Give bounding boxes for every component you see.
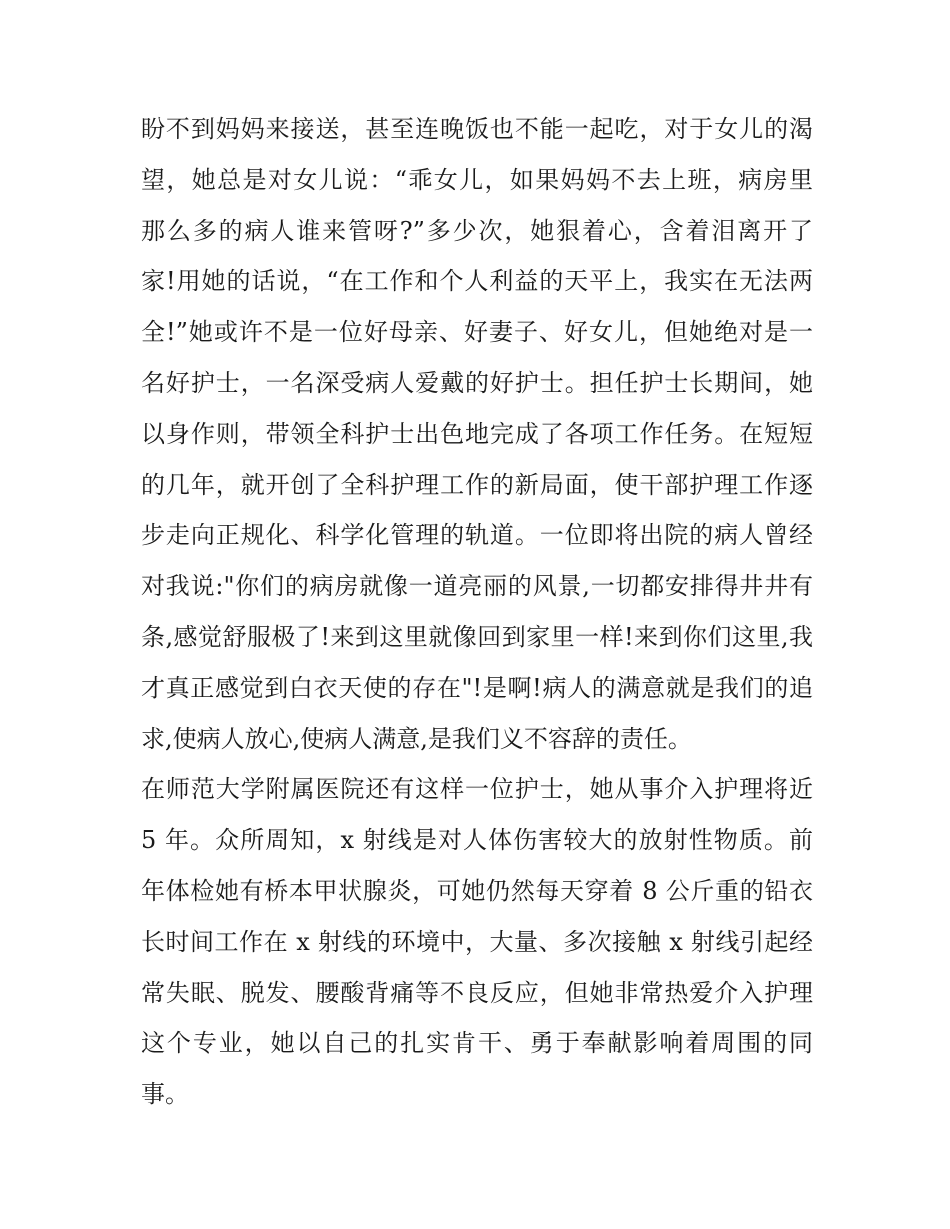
text-line: 名好护士，一名深受病人爱戴的好护士。担任护士长期间，她 <box>141 368 813 397</box>
text-line: 条,感觉舒服极了!来到这里就像回到家里一样!来到你们这里,我 <box>141 622 813 651</box>
text-line: 以身作则，带领全科护士出色地完成了各项工作任务。在短短 <box>141 419 813 448</box>
text-line: 才真正感觉到白衣天使的存在"!是啊!病人的满意就是我们的追 <box>141 673 813 702</box>
text-line: 年体检她有桥本甲状腺炎，可她仍然每天穿着 8 公斤重的铅衣 <box>141 876 813 905</box>
text-line: 长时间工作在 x 射线的环境中，大量、多次接触 x 射线引起经 <box>141 927 813 956</box>
text-line: 在师范大学附属医院还有这样一位护士，她从事介入护理将近 <box>141 775 813 804</box>
text-line: 这个专业，她以自己的扎实肯干、勇于奉献影响着周围的同 <box>141 1029 813 1058</box>
text-line: 那么多的病人谁来管呀?”多少次，她狠着心，含着泪离开了 <box>141 216 813 245</box>
body-text <box>141 104 813 1120</box>
paragraph-1 <box>141 104 813 764</box>
paragraph-2 <box>141 764 813 1120</box>
text-line: 求,使病人放心,使病人满意,是我们义不容辞的责任。 <box>141 724 692 753</box>
text-line: 5 年。众所周知，x 射线是对人体伤害较大的放射性物质。前 <box>141 826 813 855</box>
text-line: 的几年，就开创了全科护理工作的新局面，使干部护理工作逐 <box>141 470 813 499</box>
text-line: 常失眠、脱发、腰酸背痛等不良反应，但她非常热爱介入护理 <box>141 978 813 1007</box>
text-line: 家!用她的话说，“在工作和个人利益的天平上，我实在无法两 <box>141 267 813 296</box>
text-line: 全!”她或许不是一位好母亲、好妻子、好女儿，但她绝对是一 <box>141 318 813 347</box>
text-line: 盼不到妈妈来接送，甚至连晚饭也不能一起吃，对于女儿的渴 <box>141 115 813 143</box>
text-line: 事。 <box>141 1080 189 1109</box>
text-line: 对我说:"你们的病房就像一道亮丽的风景,一切都安排得井井有 <box>141 572 813 601</box>
text-line: 步走向正规化、科学化管理的轨道。一位即将出院的病人曾经 <box>141 521 813 550</box>
text-line: 望，她总是对女儿说：“乖女儿，如果妈妈不去上班，病房里 <box>141 165 813 194</box>
